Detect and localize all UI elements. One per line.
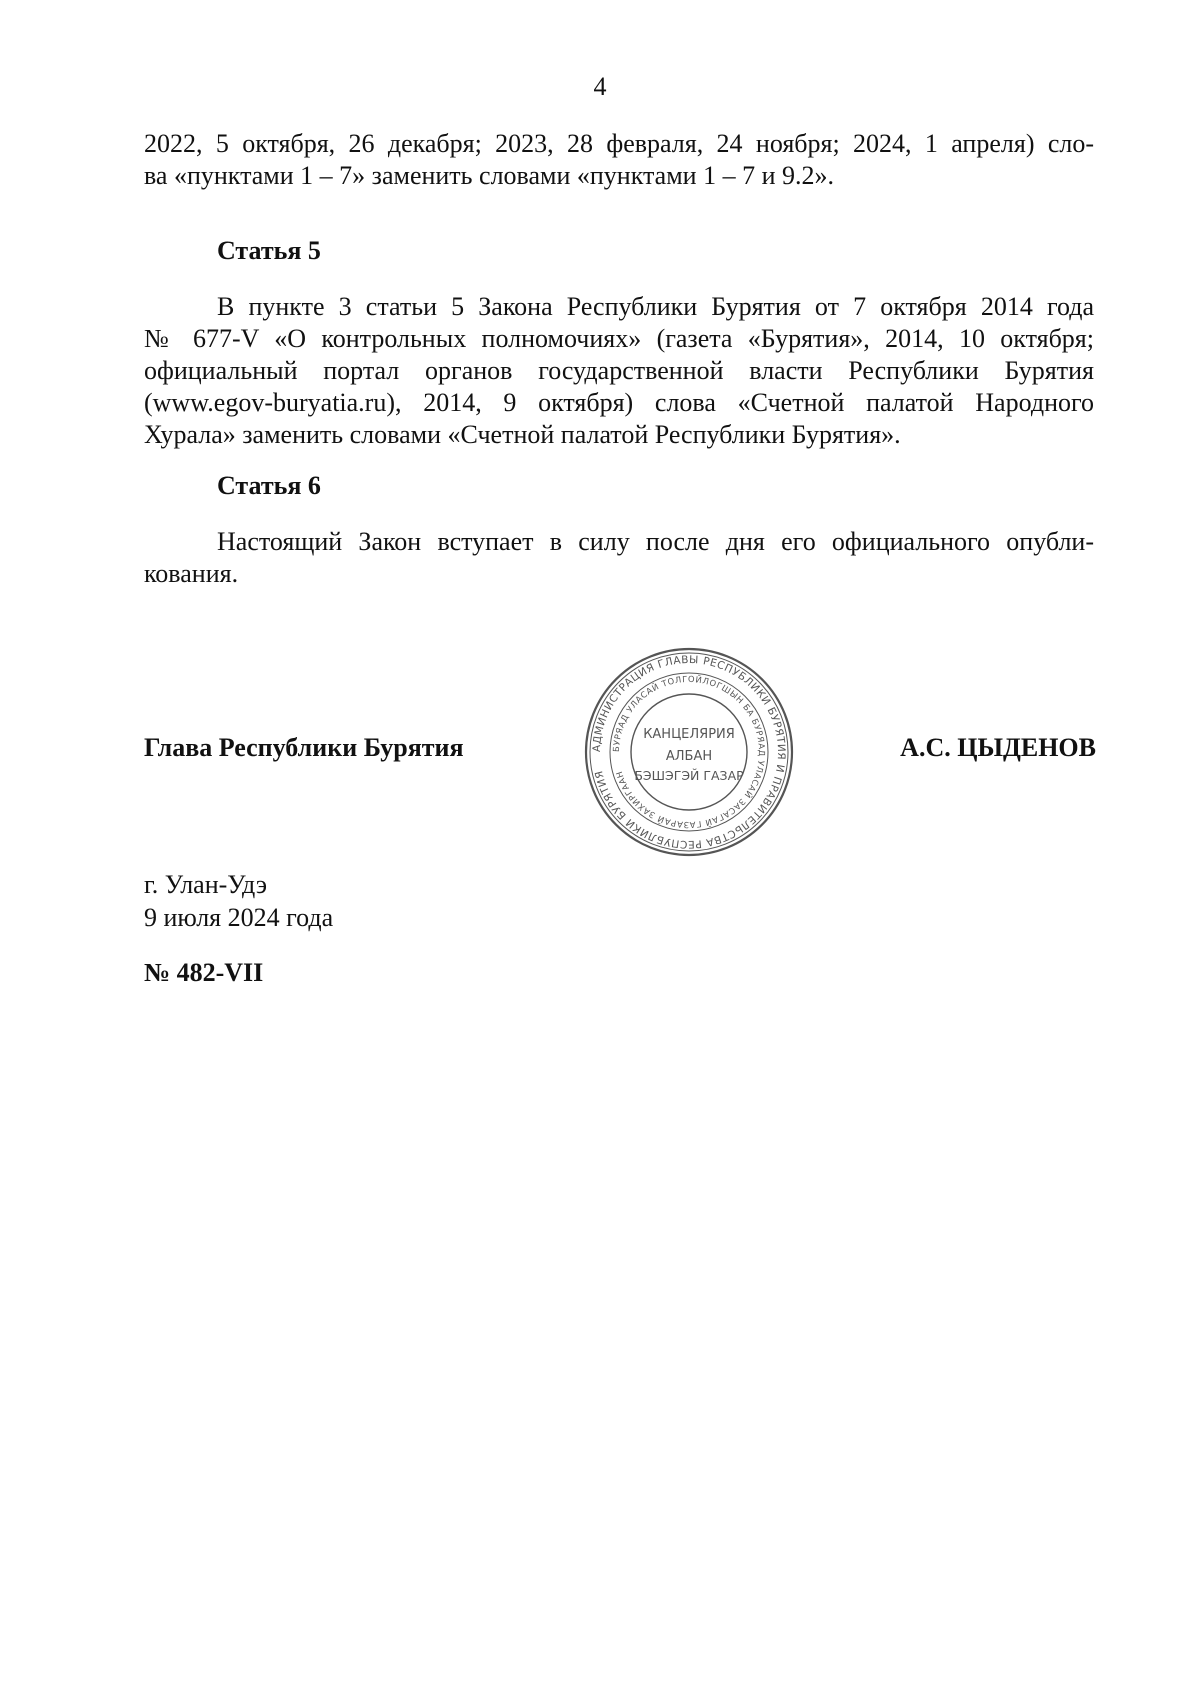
text-line: Настоящий Закон вступает в силу после дня его официального опубли- [217, 527, 1094, 556]
place-and-date [144, 868, 333, 934]
text-line: № 677-V «О контрольных полномочиях» (газета «Бурятия», 2014, 10 октября; [144, 324, 1094, 353]
page-number: 4 [593, 72, 607, 101]
date: 9 июля 2024 года [144, 903, 334, 932]
signatory-name: А.С. ЦЫДЕНОВ [900, 733, 1096, 762]
signatory-position: Глава Республики Бурятия [144, 733, 464, 762]
text-line: Хурала» заменить словами «Счетной палатой Республики Бурятия». [144, 420, 901, 449]
intro-paragraph [144, 128, 1094, 192]
seal-center-line: БЭШЭГЭЙ ГАЗАР [634, 768, 744, 783]
article-5-paragraph [144, 291, 1094, 451]
text-line: кования. [144, 559, 239, 588]
text-line: официальный портал органов государственной власти Республики Бурятия [144, 356, 1094, 385]
text-line: 2022, 5 октября, 26 декабря; 2023, 28 февраля, 24 ноября; 2024, 1 апреля) сло- [144, 129, 1094, 158]
seal-inner-text: БУРЯАД УЛАСАЙ ТОЛГОЙЛОГШЫН БА БУРЯАД УЛАСАЙ ЗАСАГАЙ ГАЗАРАЙ ЗАХИРГААН [610, 673, 768, 831]
place: г. Улан-Удэ [144, 870, 268, 899]
article-6-heading: Статья 6 [217, 471, 321, 500]
seal-center-line: АЛБАН [665, 749, 713, 764]
official-seal [583, 646, 795, 858]
text-line: ва «пунктами 1 – 7» заменить словами «пунктами 1 – 7 и 9.2». [144, 161, 835, 190]
law-number: № 482-VII [144, 958, 264, 987]
seal-outer-text: АДМИНИСТРАЦИЯ ГЛАВЫ РЕСПУБЛИКИ БУРЯТИЯ И ПРАВИТЕЛЬСТВА РЕСПУБЛИКИ БУРЯТИЯ [590, 653, 788, 851]
article-6-paragraph [144, 526, 1094, 590]
seal-center-line: КАНЦЕЛЯРИЯ [643, 727, 735, 742]
text-line: (www.egov-buryatia.ru), 2014, 9 октября) слова «Счетной палатой Народного [144, 388, 1094, 417]
text-line: В пункте 3 статьи 5 Закона Республики Бурятия от 7 октября 2014 года [217, 292, 1094, 321]
article-5-heading: Статья 5 [217, 236, 321, 265]
